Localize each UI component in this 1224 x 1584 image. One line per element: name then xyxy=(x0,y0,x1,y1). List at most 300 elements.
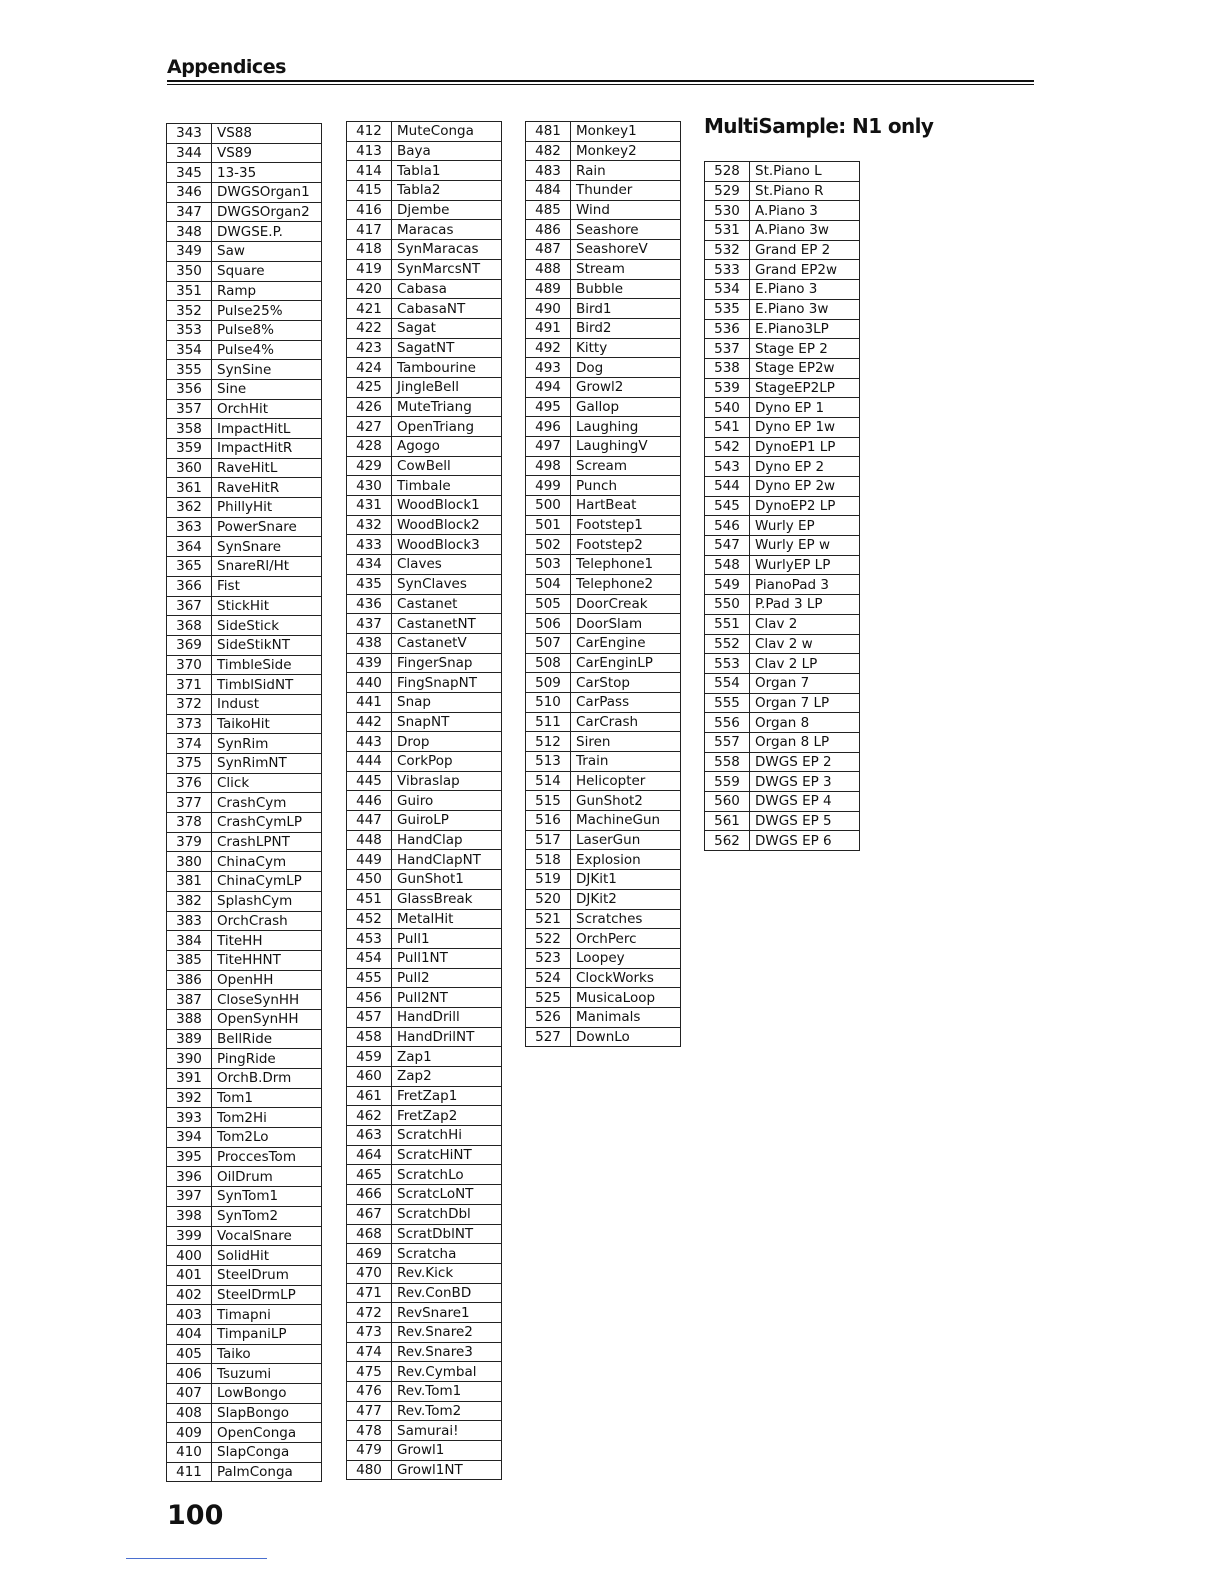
multisample-number: 344 xyxy=(167,143,212,163)
table-row xyxy=(167,1206,322,1226)
multisample-name: StageEP2LP xyxy=(750,378,860,398)
table-row xyxy=(526,417,681,437)
table-row xyxy=(347,1007,502,1027)
multisample-number: 478 xyxy=(347,1421,392,1441)
multisample-name: Kitty xyxy=(571,338,681,358)
multisample-name: Djembe xyxy=(392,200,502,220)
multisample-name: HartBeat xyxy=(571,496,681,516)
table-row xyxy=(347,358,502,378)
multisample-number: 351 xyxy=(167,281,212,301)
multisample-number: 410 xyxy=(167,1443,212,1463)
multisample-number: 366 xyxy=(167,576,212,596)
multisample-name: Growl1 xyxy=(392,1441,502,1461)
multisample-name: OrchCrash xyxy=(212,911,322,931)
multisample-name: Seashore xyxy=(571,220,681,240)
table-row xyxy=(705,201,860,221)
multisample-number: 465 xyxy=(347,1165,392,1185)
table-row xyxy=(167,576,322,596)
table-row xyxy=(167,891,322,911)
table-row xyxy=(167,911,322,931)
multisample-name: Monkey2 xyxy=(571,141,681,161)
table-row xyxy=(347,732,502,752)
table-row xyxy=(526,732,681,752)
multisample-name: E.Piano3LP xyxy=(750,319,860,339)
multisample-number: 364 xyxy=(167,537,212,557)
table-row xyxy=(167,143,322,163)
multisample-number: 414 xyxy=(347,161,392,181)
multisample-number: 374 xyxy=(167,734,212,754)
multisample-name: E.Piano 3 xyxy=(750,280,860,300)
multisample-number: 496 xyxy=(526,417,571,437)
multisample-number: 464 xyxy=(347,1145,392,1165)
multisample-number: 470 xyxy=(347,1263,392,1283)
table-row xyxy=(347,141,502,161)
multisample-number: 505 xyxy=(526,594,571,614)
multisample-number: 540 xyxy=(705,398,750,418)
multisample-name: Wurly EP w xyxy=(750,536,860,556)
multisample-name: HandDrill xyxy=(392,1007,502,1027)
multisample-number: 472 xyxy=(347,1303,392,1323)
multisample-name: ScratchLo xyxy=(392,1165,502,1185)
multisample-number: 551 xyxy=(705,614,750,634)
table-row xyxy=(347,1067,502,1087)
multisample-name: DWGS EP 4 xyxy=(750,792,860,812)
multisample-number: 418 xyxy=(347,240,392,260)
multisample-number: 499 xyxy=(526,476,571,496)
multisample-number: 390 xyxy=(167,1049,212,1069)
multisample-name: OrchHit xyxy=(212,399,322,419)
multisample-name: DownLo xyxy=(571,1027,681,1047)
multisample-number: 355 xyxy=(167,360,212,380)
multisample-number: 421 xyxy=(347,299,392,319)
multisample-number: 479 xyxy=(347,1441,392,1461)
multisample-name: CarStop xyxy=(571,673,681,693)
multisample-number: 447 xyxy=(347,811,392,831)
multisample-number: 349 xyxy=(167,242,212,262)
multisample-name: Clav 2 LP xyxy=(750,654,860,674)
multisample-name: LowBongo xyxy=(212,1384,322,1404)
multisample-name: Agogo xyxy=(392,437,502,457)
table-row xyxy=(347,712,502,732)
table-row xyxy=(167,675,322,695)
table-row xyxy=(167,1462,322,1482)
table-row xyxy=(347,811,502,831)
table-row xyxy=(705,752,860,772)
multisample-name: Dyno EP 1w xyxy=(750,417,860,437)
multisample-name: GlassBreak xyxy=(392,889,502,909)
multisample-name: Pulse8% xyxy=(212,320,322,340)
table-row xyxy=(347,673,502,693)
table-row xyxy=(347,1185,502,1205)
multisample-number: 423 xyxy=(347,338,392,358)
table-row xyxy=(167,1443,322,1463)
table-row xyxy=(705,595,860,615)
multisample-name: Sine xyxy=(212,379,322,399)
multisample-number: 504 xyxy=(526,574,571,594)
table-row xyxy=(526,122,681,142)
multisample-name: VS89 xyxy=(212,143,322,163)
n1-only-heading: MultiSample: N1 only xyxy=(704,114,934,138)
multisample-name: CastanetNT xyxy=(392,614,502,634)
multisample-name: DoorSlam xyxy=(571,614,681,634)
table-row xyxy=(167,242,322,262)
multisample-number: 409 xyxy=(167,1423,212,1443)
multisample-number: 394 xyxy=(167,1128,212,1148)
multisample-name: JingleBell xyxy=(392,377,502,397)
multisample-name: Click xyxy=(212,773,322,793)
table-row xyxy=(167,261,322,281)
multisample-number: 488 xyxy=(526,259,571,279)
table-row xyxy=(167,439,322,459)
table-row xyxy=(167,970,322,990)
multisample-number: 536 xyxy=(705,319,750,339)
multisample-number: 424 xyxy=(347,358,392,378)
multisample-number: 503 xyxy=(526,555,571,575)
multisample-name: TaikoHit xyxy=(212,714,322,734)
multisample-name: SideStick xyxy=(212,616,322,636)
multisample-name: CarEngine xyxy=(571,633,681,653)
multisample-name: Snap xyxy=(392,692,502,712)
multisample-number: 425 xyxy=(347,377,392,397)
multisample-number: 369 xyxy=(167,635,212,655)
multisample-number: 555 xyxy=(705,693,750,713)
multisample-name: SynTom1 xyxy=(212,1187,322,1207)
multisample-name: Stage EP 2 xyxy=(750,339,860,359)
multisample-name: St.Piano L xyxy=(750,162,860,182)
multisample-number: 514 xyxy=(526,771,571,791)
multisample-name: P.Pad 3 LP xyxy=(750,595,860,615)
table-row xyxy=(347,1283,502,1303)
multisample-name: SteelDrmLP xyxy=(212,1285,322,1305)
multisample-name: CarEnginLP xyxy=(571,653,681,673)
multisample-name: Pulse25% xyxy=(212,301,322,321)
multisample-name: Dyno EP 1 xyxy=(750,398,860,418)
table-row xyxy=(167,793,322,813)
table-row xyxy=(347,870,502,890)
multisample-name: StickHit xyxy=(212,596,322,616)
multisample-name: Telephone1 xyxy=(571,555,681,575)
table-row xyxy=(347,1047,502,1067)
table-row xyxy=(705,457,860,477)
table-row xyxy=(526,397,681,417)
table-row xyxy=(347,594,502,614)
table-row xyxy=(167,1305,322,1325)
multisample-name: DWGS EP 6 xyxy=(750,831,860,851)
table-row xyxy=(526,515,681,535)
multisample-name: Manimals xyxy=(571,1007,681,1027)
table-row xyxy=(526,948,681,968)
multisample-number: 524 xyxy=(526,968,571,988)
multisample-name: CarCrash xyxy=(571,712,681,732)
multisample-name: SynMaracas xyxy=(392,240,502,260)
multisample-number: 469 xyxy=(347,1244,392,1264)
table-row xyxy=(347,1342,502,1362)
multisample-name: ScratchDbl xyxy=(392,1204,502,1224)
multisample-number: 553 xyxy=(705,654,750,674)
table-row xyxy=(705,831,860,851)
multisample-number: 345 xyxy=(167,163,212,183)
header-rule-thin xyxy=(167,84,1034,85)
table-row xyxy=(167,537,322,557)
multisample-number: 448 xyxy=(347,830,392,850)
table-row xyxy=(347,1263,502,1283)
multisample-name: SnareRl/Ht xyxy=(212,557,322,577)
multisample-name: OrchPerc xyxy=(571,929,681,949)
multisample-number: 547 xyxy=(705,536,750,556)
multisample-name: WurlyEP LP xyxy=(750,555,860,575)
multisample-name: ImpactHitR xyxy=(212,439,322,459)
multisample-name: E.Piano 3w xyxy=(750,299,860,319)
table-row xyxy=(347,437,502,457)
table-row xyxy=(347,889,502,909)
table-row xyxy=(347,220,502,240)
table-row xyxy=(347,1441,502,1461)
multisample-number: 411 xyxy=(167,1462,212,1482)
table-row xyxy=(526,338,681,358)
multisample-number: 419 xyxy=(347,259,392,279)
multisample-number: 440 xyxy=(347,673,392,693)
table-row xyxy=(167,340,322,360)
table-row xyxy=(167,202,322,222)
table-row xyxy=(526,712,681,732)
multisample-number: 545 xyxy=(705,496,750,516)
multisample-number: 512 xyxy=(526,732,571,752)
table-row xyxy=(347,614,502,634)
multisample-name: DynoEP2 LP xyxy=(750,496,860,516)
page-header-title: Appendices xyxy=(167,56,286,78)
multisample-name: DWGSOrgan1 xyxy=(212,183,322,203)
multisample-number: 427 xyxy=(347,417,392,437)
multisample-number: 520 xyxy=(526,889,571,909)
multisample-name: Scratches xyxy=(571,909,681,929)
multisample-name: Wind xyxy=(571,200,681,220)
multisample-name: Dog xyxy=(571,358,681,378)
multisample-name: OpenHH xyxy=(212,970,322,990)
multisample-number: 517 xyxy=(526,830,571,850)
multisample-number: 422 xyxy=(347,318,392,338)
table-row xyxy=(167,301,322,321)
multisample-name: Bubble xyxy=(571,279,681,299)
multisample-name: DJKit2 xyxy=(571,889,681,909)
multisample-name: SynClaves xyxy=(392,574,502,594)
multisample-name: GunShot2 xyxy=(571,791,681,811)
table-row xyxy=(526,279,681,299)
table-row xyxy=(526,377,681,397)
multisample-number: 426 xyxy=(347,397,392,417)
table-row xyxy=(167,990,322,1010)
multisample-name: VocalSnare xyxy=(212,1226,322,1246)
table-row xyxy=(167,1423,322,1443)
table-row xyxy=(167,557,322,577)
multisample-name: PianoPad 3 xyxy=(750,575,860,595)
multisample-number: 429 xyxy=(347,456,392,476)
table-row xyxy=(705,496,860,516)
multisample-number: 415 xyxy=(347,181,392,201)
table-row xyxy=(167,1128,322,1148)
multisample-name: Tsuzumi xyxy=(212,1364,322,1384)
multisample-name: Square xyxy=(212,261,322,281)
multisample-name: Organ 8 LP xyxy=(750,732,860,752)
table-row xyxy=(167,399,322,419)
multisample-number: 554 xyxy=(705,673,750,693)
multisample-name: FretZap2 xyxy=(392,1106,502,1126)
table-row xyxy=(167,1285,322,1305)
multisample-name: Clav 2 w xyxy=(750,634,860,654)
multisample-number: 501 xyxy=(526,515,571,535)
multisample-name: SynRimNT xyxy=(212,754,322,774)
multisample-number: 359 xyxy=(167,439,212,459)
table-row xyxy=(347,653,502,673)
multisample-name: Cabasa xyxy=(392,279,502,299)
multisample-name: TimblSidNT xyxy=(212,675,322,695)
multisample-name: RaveHitR xyxy=(212,478,322,498)
multisample-name: CrashCymLP xyxy=(212,813,322,833)
multisample-number: 519 xyxy=(526,870,571,890)
multisample-name: Monkey1 xyxy=(571,122,681,142)
multisample-number: 483 xyxy=(526,161,571,181)
multisample-number: 382 xyxy=(167,891,212,911)
multisample-name: TimbleSide xyxy=(212,655,322,675)
multisample-number: 502 xyxy=(526,535,571,555)
multisample-name: CarPass xyxy=(571,692,681,712)
multisample-name: SlapConga xyxy=(212,1443,322,1463)
multisample-name: SeashoreV xyxy=(571,240,681,260)
multisample-number: 527 xyxy=(526,1027,571,1047)
table-row xyxy=(347,456,502,476)
multisample-name: Rev.Tom2 xyxy=(392,1401,502,1421)
multisample-name: Taiko xyxy=(212,1344,322,1364)
table-row xyxy=(347,240,502,260)
multisample-number: 535 xyxy=(705,299,750,319)
multisample-number: 386 xyxy=(167,970,212,990)
multisample-name: Stage EP2w xyxy=(750,358,860,378)
multisample-name: GunShot1 xyxy=(392,870,502,890)
multisample-name: ChinaCymLP xyxy=(212,872,322,892)
multisample-number: 360 xyxy=(167,458,212,478)
multisample-name: ScratDblNT xyxy=(392,1224,502,1244)
multisample-number: 379 xyxy=(167,832,212,852)
multisample-name: Saw xyxy=(212,242,322,262)
multisample-name: OpenConga xyxy=(212,1423,322,1443)
multisample-name: ImpactHitL xyxy=(212,419,322,439)
table-row xyxy=(347,752,502,772)
multisample-name: OpenTriang xyxy=(392,417,502,437)
multisample-name: Ramp xyxy=(212,281,322,301)
table-row xyxy=(705,240,860,260)
table-row xyxy=(347,1224,502,1244)
table-row xyxy=(705,398,860,418)
multisample-number: 348 xyxy=(167,222,212,242)
multisample-name: PowerSnare xyxy=(212,517,322,537)
multisample-name: Gallop xyxy=(571,397,681,417)
multisample-number: 559 xyxy=(705,772,750,792)
table-row xyxy=(167,1324,322,1344)
table-row xyxy=(526,909,681,929)
footer-line xyxy=(126,1558,267,1559)
multisample-number: 357 xyxy=(167,399,212,419)
multisample-number: 396 xyxy=(167,1167,212,1187)
multisample-number: 436 xyxy=(347,594,392,614)
multisample-name: PalmConga xyxy=(212,1462,322,1482)
multisample-number: 381 xyxy=(167,872,212,892)
multisample-number: 442 xyxy=(347,712,392,732)
multisample-number: 402 xyxy=(167,1285,212,1305)
multisample-number: 548 xyxy=(705,555,750,575)
table-row xyxy=(705,516,860,536)
table-row xyxy=(167,1403,322,1423)
table-row xyxy=(167,616,322,636)
table-row xyxy=(167,498,322,518)
multisample-number: 453 xyxy=(347,929,392,949)
multisample-number: 526 xyxy=(526,1007,571,1027)
multisample-number: 541 xyxy=(705,417,750,437)
multisample-name: DoorCreak xyxy=(571,594,681,614)
multisample-number: 471 xyxy=(347,1283,392,1303)
multisample-number: 416 xyxy=(347,200,392,220)
multisample-name: Timapni xyxy=(212,1305,322,1325)
multisample-number: 368 xyxy=(167,616,212,636)
table-row xyxy=(705,536,860,556)
multisample-number: 372 xyxy=(167,694,212,714)
table-row xyxy=(705,280,860,300)
table-row xyxy=(167,754,322,774)
multisample-name: Dyno EP 2 xyxy=(750,457,860,477)
multisample-name: GuiroLP xyxy=(392,811,502,831)
table-row xyxy=(167,1265,322,1285)
multisample-number: 513 xyxy=(526,752,571,772)
multisample-number: 529 xyxy=(705,181,750,201)
table-row xyxy=(167,852,322,872)
multisample-name: SynSnare xyxy=(212,537,322,557)
table-row xyxy=(167,458,322,478)
multisample-number: 523 xyxy=(526,948,571,968)
table-row xyxy=(347,476,502,496)
table-row xyxy=(347,1382,502,1402)
multisample-number: 388 xyxy=(167,1009,212,1029)
multisample-name: ScratcHiNT xyxy=(392,1145,502,1165)
multisample-number: 383 xyxy=(167,911,212,931)
multisample-name: Clav 2 xyxy=(750,614,860,634)
multisample-name: DWGS EP 5 xyxy=(750,811,860,831)
table-row xyxy=(526,456,681,476)
multisample-number: 393 xyxy=(167,1108,212,1128)
multisample-name: Claves xyxy=(392,555,502,575)
table-row xyxy=(347,181,502,201)
table-row xyxy=(526,496,681,516)
multisample-number: 405 xyxy=(167,1344,212,1364)
table-row xyxy=(347,1421,502,1441)
table-row xyxy=(705,477,860,497)
table-row xyxy=(705,811,860,831)
table-row xyxy=(347,909,502,929)
table-row xyxy=(705,634,860,654)
multisample-name: Rev.Kick xyxy=(392,1263,502,1283)
table-row xyxy=(347,299,502,319)
multisample-number: 495 xyxy=(526,397,571,417)
multisample-name: Guiro xyxy=(392,791,502,811)
multisample-number: 404 xyxy=(167,1324,212,1344)
multisample-name: MuteTriang xyxy=(392,397,502,417)
multisample-number: 544 xyxy=(705,477,750,497)
multisample-table-column-2 xyxy=(346,121,502,1480)
table-row xyxy=(167,1167,322,1187)
multisample-number: 398 xyxy=(167,1206,212,1226)
multisample-name: Tabla1 xyxy=(392,161,502,181)
multisample-name: Pull1 xyxy=(392,929,502,949)
table-row xyxy=(167,1029,322,1049)
table-row xyxy=(347,1086,502,1106)
multisample-number: 528 xyxy=(705,162,750,182)
